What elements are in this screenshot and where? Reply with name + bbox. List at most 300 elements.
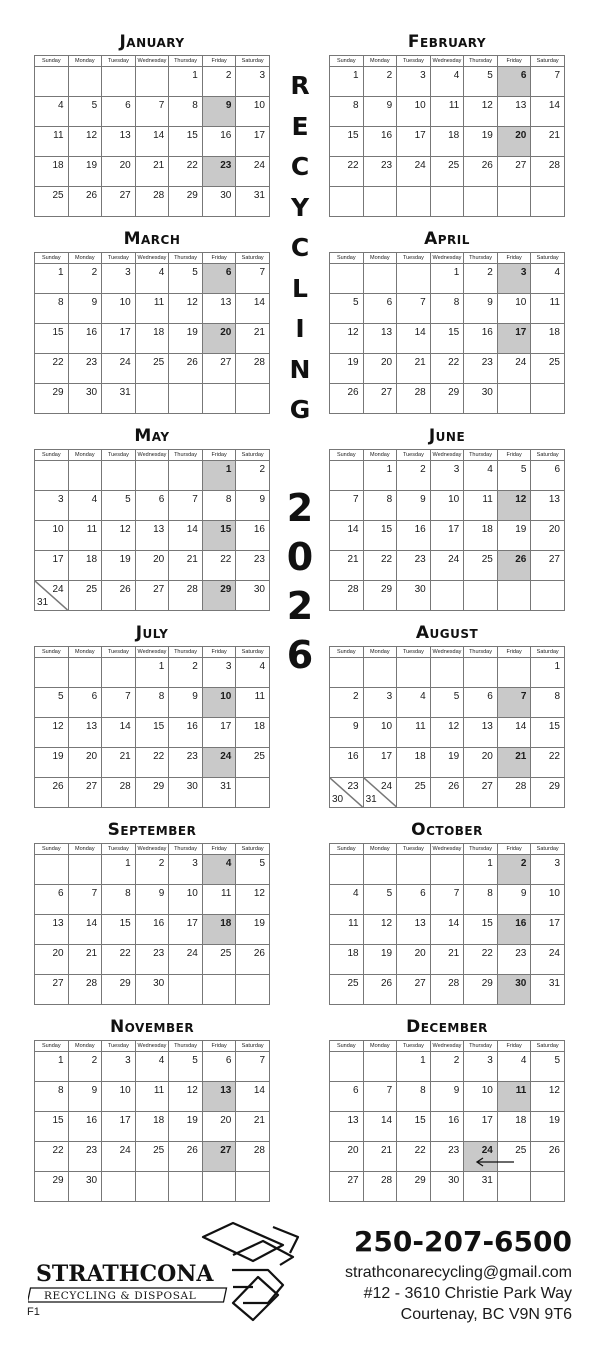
day-cell xyxy=(330,1142,364,1172)
weekday-header: Sunday xyxy=(35,56,69,67)
day-number: 5 xyxy=(125,494,131,505)
day-cell xyxy=(135,294,169,324)
day-number: 13 xyxy=(347,1115,359,1126)
day-number: 11 xyxy=(53,130,64,141)
day-number: 1 xyxy=(487,858,493,869)
week-row xyxy=(35,521,270,551)
day-cell xyxy=(497,885,531,915)
day-number: 12 xyxy=(86,130,98,141)
day-cell xyxy=(397,748,431,778)
day-cell xyxy=(169,97,203,127)
day-number: 2 xyxy=(259,464,265,475)
day-cell xyxy=(430,915,464,945)
day-cell xyxy=(430,748,464,778)
day-cell xyxy=(430,1142,464,1172)
day-number: 13 xyxy=(515,100,527,111)
pickup-day-cell xyxy=(497,748,531,778)
week-row xyxy=(330,581,565,611)
day-number: 27 xyxy=(220,1145,232,1156)
day-cell xyxy=(169,294,203,324)
day-cell xyxy=(169,688,203,718)
day-number: 14 xyxy=(253,297,265,308)
week-row xyxy=(330,855,565,885)
day-cell xyxy=(330,264,364,294)
pickup-day-cell xyxy=(464,1142,498,1172)
week-row xyxy=(35,778,270,808)
day-cell xyxy=(35,718,69,748)
day-cell xyxy=(169,521,203,551)
weekday-header: Saturday xyxy=(531,647,565,658)
week-row xyxy=(35,384,270,414)
day-cell xyxy=(102,551,136,581)
day-number: 9 xyxy=(91,1085,98,1096)
day-number: 18 xyxy=(52,160,64,171)
day-number: 9 xyxy=(487,297,493,308)
weekday-header: Saturday xyxy=(531,844,565,855)
week-row xyxy=(330,1052,565,1082)
day-number: 14 xyxy=(119,721,131,732)
month-title: April xyxy=(424,229,470,249)
weekday-header: Friday xyxy=(202,1041,236,1052)
day-number: 7 xyxy=(259,267,265,278)
weekday-header: Sunday xyxy=(330,647,364,658)
day-cell xyxy=(68,855,102,885)
day-cell xyxy=(68,187,102,217)
day-number: 20 xyxy=(381,357,393,368)
day-number: 1 xyxy=(58,1055,64,1066)
day-number: 29 xyxy=(548,781,560,792)
day-number: 11 xyxy=(348,918,359,929)
day-number: 10 xyxy=(186,888,198,899)
day-number: 29 xyxy=(220,584,232,595)
day-number: 25 xyxy=(153,357,165,368)
day-cell xyxy=(464,885,498,915)
day-cell xyxy=(464,264,498,294)
month-title: May xyxy=(134,426,170,446)
day-number: 28 xyxy=(548,160,560,171)
day-number: 5 xyxy=(192,1055,198,1066)
day-cell xyxy=(397,294,431,324)
day-cell xyxy=(135,915,169,945)
day-cell xyxy=(68,658,102,688)
month-table xyxy=(34,646,270,808)
day-cell xyxy=(202,1052,236,1082)
day-number: 30 xyxy=(220,190,232,201)
day-number: 30 xyxy=(86,1175,98,1186)
day-cell xyxy=(68,384,102,414)
day-number: 17 xyxy=(381,751,393,762)
day-number: 13 xyxy=(86,721,98,732)
day-cell xyxy=(236,384,270,414)
day-cell xyxy=(35,97,69,127)
contact-block xyxy=(345,1222,572,1325)
day-number: 18 xyxy=(515,1115,527,1126)
day-number: 3 xyxy=(420,70,426,81)
day-cell xyxy=(35,915,69,945)
day-number: 29 xyxy=(481,978,493,989)
day-cell xyxy=(236,157,270,187)
day-cell xyxy=(68,915,102,945)
day-cell xyxy=(102,127,136,157)
day-cell xyxy=(135,97,169,127)
weekday-header: Wednesday xyxy=(430,450,464,461)
week-row xyxy=(35,1142,270,1172)
day-number: 10 xyxy=(119,297,131,308)
week-row xyxy=(330,1142,565,1172)
day-cell xyxy=(363,1082,397,1112)
week-row xyxy=(35,748,270,778)
week-row xyxy=(35,658,270,688)
day-number: 20 xyxy=(481,751,493,762)
day-cell xyxy=(464,748,498,778)
day-cell xyxy=(68,97,102,127)
logo-tagline-text: RECYCLING & DISPOSAL xyxy=(44,1290,197,1302)
day-cell xyxy=(68,718,102,748)
day-number: 19 xyxy=(347,357,359,368)
month-table xyxy=(329,252,565,414)
day-number: 23 xyxy=(347,781,359,792)
day-number: 4 xyxy=(158,267,165,278)
title-letter: N xyxy=(289,354,311,384)
pickup-day-cell xyxy=(202,461,236,491)
day-cell xyxy=(330,157,364,187)
day-number: 24 xyxy=(119,1145,131,1156)
week-row xyxy=(330,187,565,217)
day-number: 7 xyxy=(353,494,359,505)
day-cell xyxy=(68,688,102,718)
day-number: 29 xyxy=(119,978,131,989)
weekday-header: Sunday xyxy=(35,647,69,658)
day-number: 19 xyxy=(186,327,198,338)
day-number: 16 xyxy=(86,327,98,338)
day-number: 18 xyxy=(481,524,493,535)
pickup-day-cell xyxy=(202,97,236,127)
day-cell xyxy=(102,521,136,551)
month-title: January xyxy=(119,32,185,52)
day-cell xyxy=(135,67,169,97)
day-cell xyxy=(363,581,397,611)
day-number: 24 xyxy=(548,948,560,959)
day-number: 10 xyxy=(220,691,232,702)
day-cell xyxy=(202,975,236,1005)
day-number: 6 xyxy=(353,1085,359,1096)
day-number: 25 xyxy=(86,584,98,595)
day-cell xyxy=(464,915,498,945)
day-number: 2 xyxy=(386,70,393,81)
day-number: 19 xyxy=(186,1115,198,1126)
day-number: 5 xyxy=(91,100,98,111)
weekday-header: Saturday xyxy=(236,56,270,67)
day-number: 22 xyxy=(481,948,493,959)
weekday-header: Monday xyxy=(68,450,102,461)
day-cell xyxy=(497,945,531,975)
day-cell xyxy=(397,324,431,354)
day-number: 6 xyxy=(487,691,493,702)
weekday-header: Friday xyxy=(202,56,236,67)
day-number: 10 xyxy=(119,1085,131,1096)
month-calendar-june xyxy=(329,423,565,611)
day-number: 29 xyxy=(448,387,460,398)
day-cell xyxy=(169,1052,203,1082)
week-row xyxy=(35,688,270,718)
day-number: 29 xyxy=(186,190,198,201)
weekday-header: Sunday xyxy=(35,844,69,855)
day-cell xyxy=(531,127,565,157)
month-title: December xyxy=(406,1017,488,1037)
day-number: 25 xyxy=(220,948,232,959)
day-cell xyxy=(363,718,397,748)
month-title: September xyxy=(107,820,197,840)
day-cell xyxy=(135,127,169,157)
day-cell xyxy=(531,264,565,294)
day-cell xyxy=(68,157,102,187)
day-cell xyxy=(430,1082,464,1112)
pickup-day-cell xyxy=(497,324,531,354)
pickup-day-cell xyxy=(202,748,236,778)
day-cell xyxy=(531,748,565,778)
day-cell xyxy=(236,67,270,97)
day-cell xyxy=(430,384,464,414)
day-number: 28 xyxy=(186,584,198,595)
day-cell xyxy=(363,885,397,915)
day-number: 8 xyxy=(453,297,460,308)
day-cell xyxy=(202,294,236,324)
day-cell xyxy=(169,1112,203,1142)
day-cell xyxy=(397,1082,431,1112)
week-row xyxy=(35,885,270,915)
day-cell xyxy=(102,491,136,521)
day-cell xyxy=(430,127,464,157)
day-cell xyxy=(464,1172,498,1202)
day-number: 12 xyxy=(448,721,460,732)
day-number: 13 xyxy=(220,1085,232,1096)
day-cell xyxy=(169,658,203,688)
day-number: 8 xyxy=(158,691,165,702)
day-cell xyxy=(531,157,565,187)
year-digit: 0 xyxy=(286,535,314,579)
day-cell xyxy=(464,384,498,414)
day-cell xyxy=(430,97,464,127)
day-cell xyxy=(202,67,236,97)
email-address: strathconarecycling@gmail.com xyxy=(345,1264,572,1281)
day-number: 9 xyxy=(192,691,198,702)
day-number: 19 xyxy=(515,524,527,535)
day-cell xyxy=(135,885,169,915)
day-cell xyxy=(430,945,464,975)
day-cell xyxy=(363,975,397,1005)
day-number: 19 xyxy=(381,948,393,959)
day-number: 8 xyxy=(487,888,493,899)
day-cell xyxy=(68,324,102,354)
day-cell xyxy=(464,67,498,97)
day-cell xyxy=(464,551,498,581)
day-number: 23 xyxy=(481,357,493,368)
day-number: 27 xyxy=(119,190,131,201)
day-number: 20 xyxy=(347,1145,359,1156)
day-cell xyxy=(102,975,136,1005)
weekday-header: Tuesday xyxy=(102,1041,136,1052)
day-number: 6 xyxy=(520,70,527,81)
day-number: 21 xyxy=(414,357,426,368)
day-number: 28 xyxy=(119,781,131,792)
day-number: 12 xyxy=(347,327,359,338)
day-number: 19 xyxy=(86,160,98,171)
day-number: 14 xyxy=(153,130,165,141)
day-cell xyxy=(330,855,364,885)
day-number: 13 xyxy=(52,918,64,929)
day-cell xyxy=(497,658,531,688)
day-number: 23 xyxy=(186,751,198,762)
day-number: 28 xyxy=(347,584,359,595)
day-cell xyxy=(531,1142,565,1172)
day-cell xyxy=(330,885,364,915)
day-cell xyxy=(35,461,69,491)
day-number: 1 xyxy=(554,661,560,672)
week-row xyxy=(35,945,270,975)
day-number: 3 xyxy=(259,70,265,81)
day-number: 17 xyxy=(515,327,527,338)
day-cell xyxy=(497,1142,531,1172)
weekday-header: Tuesday xyxy=(397,253,431,264)
day-cell xyxy=(397,1142,431,1172)
day-cell xyxy=(236,915,270,945)
day-cell xyxy=(531,688,565,718)
day-number: 24 xyxy=(381,781,393,792)
month-table xyxy=(329,646,565,808)
day-cell xyxy=(330,581,364,611)
day-number: 6 xyxy=(420,888,426,899)
day-number: 6 xyxy=(158,494,165,505)
day-number: 3 xyxy=(554,858,560,869)
day-number: 22 xyxy=(119,948,131,959)
split-day-cell xyxy=(330,778,364,808)
day-number: 22 xyxy=(186,160,198,171)
day-number: 11 xyxy=(482,494,493,505)
day-cell xyxy=(330,915,364,945)
day-cell xyxy=(430,658,464,688)
weekday-header: Thursday xyxy=(464,844,498,855)
day-number: 12 xyxy=(119,524,131,535)
month-title: March xyxy=(123,229,181,249)
day-cell xyxy=(135,264,169,294)
day-number: 18 xyxy=(220,918,232,929)
day-cell xyxy=(35,384,69,414)
day-cell xyxy=(135,748,169,778)
day-number: 4 xyxy=(353,888,359,899)
footer-code: F1 xyxy=(27,1306,40,1318)
day-cell xyxy=(236,324,270,354)
week-row xyxy=(35,324,270,354)
day-cell xyxy=(497,354,531,384)
weekday-header: Wednesday xyxy=(430,1041,464,1052)
week-row xyxy=(330,658,565,688)
day-number: 23 xyxy=(86,357,98,368)
pickup-day-cell xyxy=(497,688,531,718)
day-cell xyxy=(397,778,431,808)
day-cell xyxy=(531,945,565,975)
week-row xyxy=(35,1052,270,1082)
day-cell xyxy=(363,658,397,688)
day-number: 16 xyxy=(86,1115,98,1126)
day-cell xyxy=(35,1112,69,1142)
day-cell xyxy=(202,658,236,688)
day-number: 1 xyxy=(125,858,131,869)
day-cell xyxy=(68,975,102,1005)
day-cell xyxy=(430,67,464,97)
day-cell xyxy=(497,521,531,551)
day-cell xyxy=(68,1112,102,1142)
day-cell xyxy=(464,855,498,885)
day-cell xyxy=(169,915,203,945)
day-cell xyxy=(430,324,464,354)
day-cell xyxy=(397,461,431,491)
day-cell xyxy=(464,1082,498,1112)
day-number: 16 xyxy=(515,918,527,929)
pickup-day-cell xyxy=(202,157,236,187)
day-number: 5 xyxy=(192,267,198,278)
day-cell xyxy=(430,187,464,217)
day-cell xyxy=(330,945,364,975)
weekday-header: Sunday xyxy=(35,450,69,461)
day-cell xyxy=(531,658,565,688)
day-number: 5 xyxy=(259,858,265,869)
day-cell xyxy=(430,521,464,551)
day-cell xyxy=(169,1142,203,1172)
day-cell xyxy=(236,294,270,324)
day-number: 20 xyxy=(548,524,560,535)
day-number: 14 xyxy=(86,918,98,929)
day-number: 17 xyxy=(52,554,64,565)
day-cell xyxy=(35,748,69,778)
week-row xyxy=(330,688,565,718)
day-cell xyxy=(531,294,565,324)
day-cell xyxy=(169,855,203,885)
day-cell xyxy=(330,748,364,778)
day-number: 13 xyxy=(220,297,232,308)
day-number: 26 xyxy=(515,554,527,565)
day-number: 16 xyxy=(153,918,165,929)
day-number: 7 xyxy=(386,1085,393,1096)
day-number: 4 xyxy=(158,1055,165,1066)
day-cell xyxy=(430,354,464,384)
day-cell xyxy=(236,658,270,688)
weekday-header: Tuesday xyxy=(102,647,136,658)
day-cell xyxy=(363,491,397,521)
day-number: 11 xyxy=(549,297,560,308)
day-cell xyxy=(68,885,102,915)
day-cell xyxy=(68,491,102,521)
month-table xyxy=(329,1040,565,1202)
weekday-header: Sunday xyxy=(330,56,364,67)
day-cell xyxy=(202,945,236,975)
day-cell xyxy=(497,461,531,491)
weekday-header: Tuesday xyxy=(397,56,431,67)
phone-number: 250-207-6500 xyxy=(353,1225,572,1258)
day-number: 18 xyxy=(153,327,165,338)
day-number: 23 xyxy=(253,554,265,565)
day-number: 20 xyxy=(52,948,64,959)
day-cell xyxy=(330,294,364,324)
day-number: 20 xyxy=(515,130,527,141)
day-number: 23 xyxy=(381,160,393,171)
day-number: 31 xyxy=(481,1175,493,1186)
day-cell xyxy=(236,885,270,915)
day-cell xyxy=(464,294,498,324)
day-cell xyxy=(68,1172,102,1202)
month-table xyxy=(34,55,270,217)
day-number: 17 xyxy=(253,130,265,141)
day-cell xyxy=(497,581,531,611)
